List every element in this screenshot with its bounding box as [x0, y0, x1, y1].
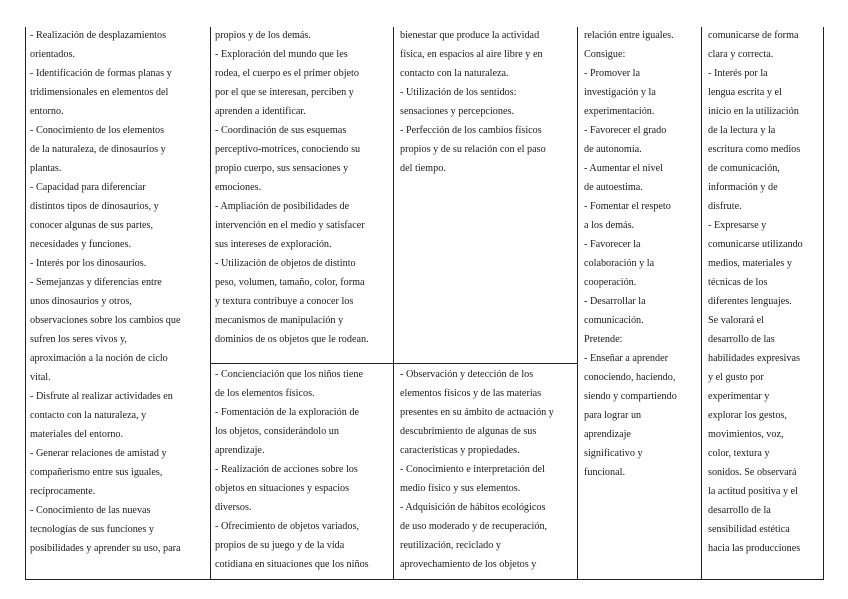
text-line: dominios de os objetos que le rodean.	[215, 334, 369, 345]
text-line: la actitud positiva y el	[708, 486, 798, 497]
text-line: - Enseñar a aprender	[584, 353, 668, 364]
cell-lines	[584, 26, 699, 482]
text-line: hacia las producciones	[708, 543, 801, 554]
text-line: sufren los seres vivos y,	[30, 334, 127, 345]
text-line: - Disfrute al realizar actividades en	[30, 391, 173, 402]
text-line: diversos.	[215, 502, 252, 513]
text-line: sensaciones y percepciones.	[400, 106, 514, 117]
text-line: - Fomentación de la exploración de	[215, 407, 359, 418]
text-line: - Favorecer el grado	[584, 125, 667, 136]
text-line: elementos físicos y de las materias	[400, 388, 542, 399]
text-line: sus intereses de exploración.	[215, 239, 332, 250]
text-line: - Semejanzas y diferencias entre	[30, 277, 162, 288]
text-line: desarrollo de la	[708, 505, 771, 516]
text-line: contacto con la naturaleza.	[400, 68, 509, 79]
cell-lines	[708, 26, 822, 558]
text-line: presentes en su ámbito de actuación y	[400, 407, 554, 418]
text-line: observaciones sobre los cambios que	[30, 315, 181, 326]
text-line: de la lectura y la	[708, 125, 776, 136]
text-line: - Utilización de los sentidos:	[400, 87, 517, 98]
text-line: - Aumentar el nivel	[584, 163, 663, 174]
text-line: compañerismo entre sus iguales,	[30, 467, 163, 478]
text-line: - Observación y detección de los	[400, 369, 534, 380]
text-line: para lograr un	[584, 410, 642, 421]
text-line: comunicarse de forma	[708, 30, 799, 41]
text-line: movimientos, voz,	[708, 429, 784, 440]
text-line: a los demás.	[584, 220, 635, 231]
text-line: - Conocimiento de los elementos	[30, 125, 165, 136]
text-line: explorar los gestos,	[708, 410, 787, 421]
text-line: intervención en el medio y satisfacer	[215, 220, 365, 231]
text-line: del tiempo.	[400, 163, 446, 174]
cell-lines	[215, 365, 391, 574]
column-divider	[577, 27, 578, 580]
text-line: materiales del entorno.	[30, 429, 124, 440]
text-line: - Realización de desplazamientos	[30, 30, 167, 41]
table-cell-col3-top	[400, 26, 575, 361]
text-line: - Capacidad para diferenciar	[30, 182, 146, 193]
text-line: - Adquisición de hábitos ecológicos	[400, 502, 546, 513]
text-line: distintos tipos de dinosaurios, y	[30, 201, 159, 212]
text-line: - Favorecer la	[584, 239, 641, 250]
text-line: diferentes lenguajes.	[708, 296, 792, 307]
text-line: bienestar que produce la actividad	[400, 30, 540, 41]
text-line: de comunicación,	[708, 163, 780, 174]
text-line: clara y correcta.	[708, 49, 774, 60]
text-line: conocer algunas de sus partes,	[30, 220, 154, 231]
text-line: aprenden a identificar.	[215, 106, 306, 117]
text-line: medio físico y sus elementos.	[400, 483, 521, 494]
text-line: técnicas de los	[708, 277, 768, 288]
text-line: reutilización, reciclado y	[400, 540, 501, 551]
text-line: características y propiedades.	[400, 445, 520, 456]
text-line: Consigue:	[584, 49, 626, 60]
text-line: experimentación.	[584, 106, 655, 117]
text-line: relación entre iguales.	[584, 30, 674, 41]
text-line: - Ofrecimiento de objetos variados,	[215, 521, 359, 532]
text-line: - Identificación de formas planas y	[30, 68, 172, 79]
text-line: tecnologías de sus funciones y	[30, 524, 154, 535]
text-line: emociones.	[215, 182, 262, 193]
text-line: - Coordinación de sus esquemas	[215, 125, 347, 136]
column-divider	[701, 27, 702, 580]
table-cell-col2-bottom	[215, 365, 391, 578]
text-line: colaboración y la	[584, 258, 655, 269]
text-line: - Desarrollar la	[584, 296, 646, 307]
text-line: - Utilización de objetos de distinto	[215, 258, 356, 269]
text-line: cotidiana en situaciones que los niños	[215, 559, 369, 570]
text-line: Se valorará el	[708, 315, 765, 326]
text-line: unos dinosaurios y otros,	[30, 296, 132, 307]
table-cell-col4	[584, 26, 699, 578]
text-line: funcional.	[584, 467, 626, 478]
text-line: vital.	[30, 372, 51, 383]
text-line: información y de	[708, 182, 778, 193]
text-line: - Conocimiento de las nuevas	[30, 505, 151, 516]
text-line: desarrollo de las	[708, 334, 775, 345]
text-line: siendo y compartiendo	[584, 391, 677, 402]
text-line: - Interés por la	[708, 68, 768, 79]
table-border-right	[823, 27, 824, 580]
text-line: - Generar relaciones de amistad y	[30, 448, 167, 459]
text-line: de la naturaleza, de dinosaurios y	[30, 144, 166, 155]
text-line: entorno.	[30, 106, 64, 117]
text-line: necesidades y funciones.	[30, 239, 131, 250]
text-line: por el que se interesan, perciben y	[215, 87, 354, 98]
text-line: inicio en la utilización	[708, 106, 799, 117]
text-line: - Concienciación que los niños tiene	[215, 369, 363, 380]
cell-lines	[215, 26, 391, 349]
text-line: significativo y	[584, 448, 643, 459]
text-line: comunicación.	[584, 315, 644, 326]
table-cell-col5	[708, 26, 822, 578]
text-line: conociendo, haciendo,	[584, 372, 676, 383]
text-line: investigación y la	[584, 87, 656, 98]
column-divider	[393, 27, 394, 580]
table-cell-col2-top	[215, 26, 391, 361]
text-line: peso, volumen, tamaño, color, forma	[215, 277, 365, 288]
text-line: perceptivo-motrices, conociendo su	[215, 144, 361, 155]
text-line: - Ampliación de posibilidades de	[215, 201, 350, 212]
text-line: de autoestima.	[584, 182, 643, 193]
text-line: experimentar y	[708, 391, 770, 402]
text-line: cooperación.	[584, 277, 637, 288]
cell-lines	[400, 26, 575, 178]
text-line: sensibilidad estética	[708, 524, 790, 535]
text-line: de uso moderado y de recuperación,	[400, 521, 548, 532]
text-line: de los elementos físicos.	[215, 388, 315, 399]
text-line: disfrute.	[708, 201, 742, 212]
text-line: - Promover la	[584, 68, 641, 79]
cell-lines	[400, 365, 575, 574]
text-line: aprendizaje.	[215, 445, 265, 456]
text-line: rodea, el cuerpo es el primer objeto	[215, 68, 359, 79]
text-line: física, en espacios al aire libre y en	[400, 49, 543, 60]
text-line: propios y de su relación con el paso	[400, 144, 546, 155]
text-line: aproximación a la noción de ciclo	[30, 353, 168, 364]
text-line: propios de su juego y de la vida	[215, 540, 345, 551]
text-line: descubrimiento de algunas de sus	[400, 426, 537, 437]
text-line: los objetos, considerándolo un	[215, 426, 339, 437]
table-border-bottom	[25, 579, 824, 580]
text-line: contacto con la naturaleza, y	[30, 410, 147, 421]
text-line: orientados.	[30, 49, 75, 60]
text-line: de autonomía.	[584, 144, 642, 155]
table-cell-col1	[30, 26, 208, 578]
table-cell-col3-bottom	[400, 365, 575, 578]
text-line: sonidos. Se observará	[708, 467, 797, 478]
row-divider	[210, 363, 578, 364]
text-line: lengua escrita y el	[708, 87, 782, 98]
text-line: propio cuerpo, sus sensaciones y	[215, 163, 349, 174]
text-line: - Interés por los dinosaurios.	[30, 258, 147, 269]
text-line: posibilidades y aprender su uso, para	[30, 543, 181, 554]
column-divider	[210, 27, 211, 580]
text-line: - Perfección de los cambios físicos	[400, 125, 542, 136]
text-line: color, textura y	[708, 448, 770, 459]
text-line: y el gusto por	[708, 372, 764, 383]
text-line: Pretende:	[584, 334, 623, 345]
cell-lines	[30, 26, 208, 558]
text-line: - Realización de acciones sobre los	[215, 464, 358, 475]
text-line: - Fomentar el respeto	[584, 201, 671, 212]
text-line: mecanismos de manipulación y	[215, 315, 344, 326]
text-line: - Exploración del mundo que les	[215, 49, 348, 60]
text-line: y textura contribuye a conocer los	[215, 296, 354, 307]
text-line: - Conocimiento e interpretación del	[400, 464, 545, 475]
table-border-left	[25, 27, 26, 580]
text-line: recíprocamente.	[30, 486, 96, 497]
text-line: comunicarse utilizando	[708, 239, 803, 250]
text-line: propios y de los demás.	[215, 30, 311, 41]
text-line: tridimensionales en elementos del	[30, 87, 169, 98]
text-line: habilidades expresivas	[708, 353, 800, 364]
text-line: escritura como medios	[708, 144, 801, 155]
text-line: - Expresarse y	[708, 220, 767, 231]
text-line: aprendizaje	[584, 429, 631, 440]
text-line: plantas.	[30, 163, 62, 174]
text-line: objetos en situaciones y espacios	[215, 483, 350, 494]
text-line: medios, materiales y	[708, 258, 793, 269]
text-line: aprovechamiento de los objetos y	[400, 559, 537, 570]
